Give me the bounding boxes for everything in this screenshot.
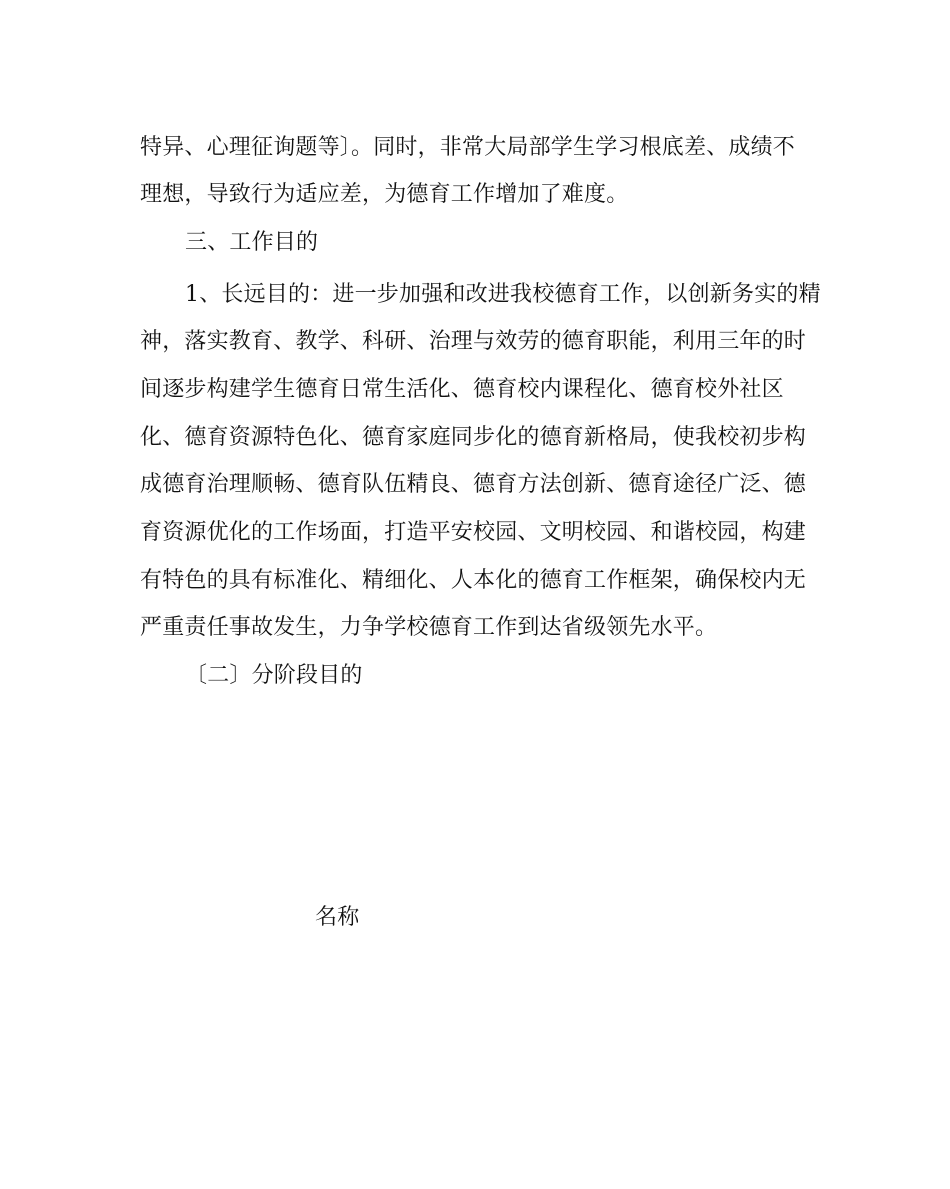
paragraph-line-3: 1、长远目的：进一步加强和改进我校德育工作，以创新务实的精 <box>185 282 821 307</box>
subsection-heading: 〔二〕分阶段目的 <box>185 663 363 688</box>
paragraph-line-10: 严重责任事故发生，力争学校德育工作到达省级领先水平。 <box>140 615 718 640</box>
paragraph-line-4: 神，落实教育、教学、科研、治理与效劳的德育职能，利用三年的时 <box>140 329 807 354</box>
paragraph-line-6: 化、德育资源特色化、德育家庭同步化的德育新格局，使我校初步构 <box>140 425 807 450</box>
paragraph-line-2: 理想，导致行为适应差，为德育工作增加了难度。 <box>140 182 629 207</box>
paragraph-line-7: 成德育治理顺畅、德育队伍精良、德育方法创新、德育途径广泛、德 <box>140 472 807 497</box>
paragraph-line-5: 间逐步构建学生德育日常生活化、德育校内课程化、德育校外社区 <box>140 377 784 402</box>
section-heading: 三、工作目的 <box>185 230 319 255</box>
paragraph-line-8: 育资源优化的工作场面，打造平安校园、文明校园、和谐校园，构建 <box>140 520 807 545</box>
paragraph-line-9: 有特色的具有标准化、精细化、人本化的德育工作框架，确保校内无 <box>140 568 807 593</box>
table-label-name: 名称 <box>315 905 360 930</box>
paragraph-line-1: 特异、心理征询题等〕。同时，非常大局部学生学习根底差、成绩不 <box>140 135 796 160</box>
